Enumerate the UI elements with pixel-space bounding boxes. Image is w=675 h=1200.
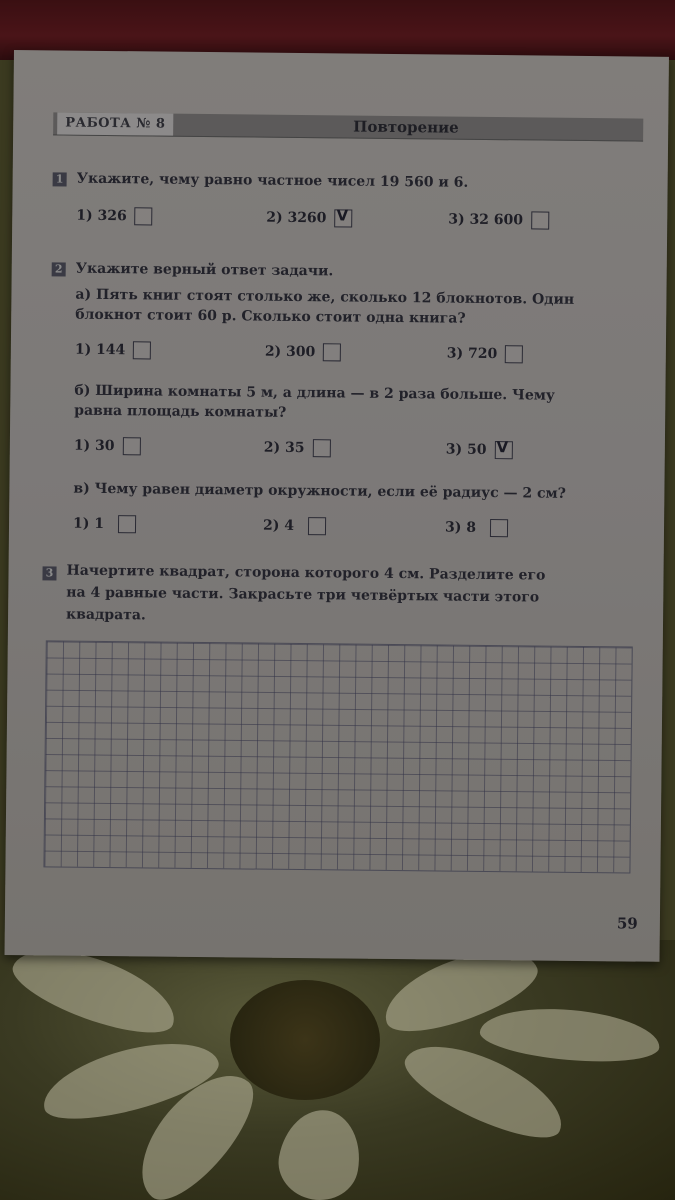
answer-checkbox[interactable] xyxy=(494,438,512,459)
option-label: 3) 8 xyxy=(444,519,477,536)
answer-checkbox[interactable] xyxy=(505,345,523,363)
question-2a-line-2: блокнот стоит 60 р. Сколько стоит одна книга? xyxy=(75,306,466,327)
q2b-option-1[interactable] xyxy=(74,437,141,456)
workbook-page xyxy=(5,50,669,962)
answer-checkbox[interactable] xyxy=(122,437,140,455)
option-label: 2) 300 xyxy=(264,343,316,361)
background-fabric-flower xyxy=(0,940,675,1200)
q2a-option-2[interactable] xyxy=(265,343,342,362)
option-label: 1) 326 xyxy=(76,207,127,225)
option-label: 3) 50 xyxy=(445,441,487,458)
question-3-line-2: на 4 равные части. Закрасьте три четвёртых части этого xyxy=(66,584,540,606)
question-2b-line-1: б) Ширина комнаты 5 м, а длина — в 2 раза больше. Чему xyxy=(74,382,555,404)
q2c-option-2[interactable] xyxy=(263,517,326,536)
option-label: 1) 30 xyxy=(73,437,115,455)
q2b-option-3[interactable] xyxy=(445,438,513,460)
question-1-text: Укажите, чему равно частное чисел 19 560 и 6. xyxy=(76,170,469,191)
page-number: 59 xyxy=(616,914,638,933)
q2a-option-1[interactable] xyxy=(75,341,152,360)
answer-checkbox[interactable] xyxy=(312,439,330,457)
q2c-option-1[interactable] xyxy=(73,515,136,534)
option-label: 3) 720 xyxy=(446,345,498,363)
q1-option-2[interactable] xyxy=(266,206,352,228)
question-2a-line-1: а) Пять книг стоят столько же, сколько 12 блокнотов. Один xyxy=(75,286,575,308)
question-2-number: 2 xyxy=(52,262,66,276)
work-number-label: РАБОТА № 8 xyxy=(57,112,174,135)
answer-checkbox[interactable] xyxy=(133,341,151,359)
q2c-option-3[interactable] xyxy=(445,519,508,538)
answer-checkbox[interactable] xyxy=(308,517,326,535)
question-2-text: Укажите верный ответ задачи. xyxy=(75,260,334,280)
answer-checkbox[interactable] xyxy=(531,211,549,229)
q1-option-1[interactable] xyxy=(76,207,153,226)
check-mark: V xyxy=(336,206,349,225)
question-2c-text: в) Чему равен диаметр окружности, если её радиус — 2 см? xyxy=(73,480,567,502)
q2a-option-3[interactable] xyxy=(447,345,524,364)
q2b-option-2[interactable] xyxy=(264,439,331,458)
option-label: 3) 32 600 xyxy=(448,211,524,229)
page-title: Повторение xyxy=(353,117,459,137)
q1-option-3[interactable] xyxy=(448,211,549,230)
answer-checkbox[interactable] xyxy=(490,519,508,537)
check-mark: V xyxy=(496,438,509,457)
question-3-line-1: Начертите квадрат, сторона которого 4 см. Разделите его xyxy=(66,562,546,584)
answer-checkbox[interactable] xyxy=(323,343,341,361)
answer-checkbox[interactable] xyxy=(118,515,136,533)
question-3-number: 3 xyxy=(42,566,56,580)
option-label: 1) 144 xyxy=(74,341,126,359)
drawing-grid[interactable] xyxy=(43,640,632,873)
question-1-number: 1 xyxy=(53,172,67,186)
question-3-line-3: квадрата. xyxy=(66,606,146,624)
option-label: 1) 1 xyxy=(72,515,105,532)
option-label: 2) 4 xyxy=(262,517,295,534)
option-label: 2) 35 xyxy=(263,439,305,457)
answer-checkbox[interactable] xyxy=(334,206,352,227)
answer-checkbox[interactable] xyxy=(135,207,153,225)
question-2b-line-2: равна площадь комнаты? xyxy=(74,402,287,421)
option-label: 2) 3260 xyxy=(266,209,327,227)
